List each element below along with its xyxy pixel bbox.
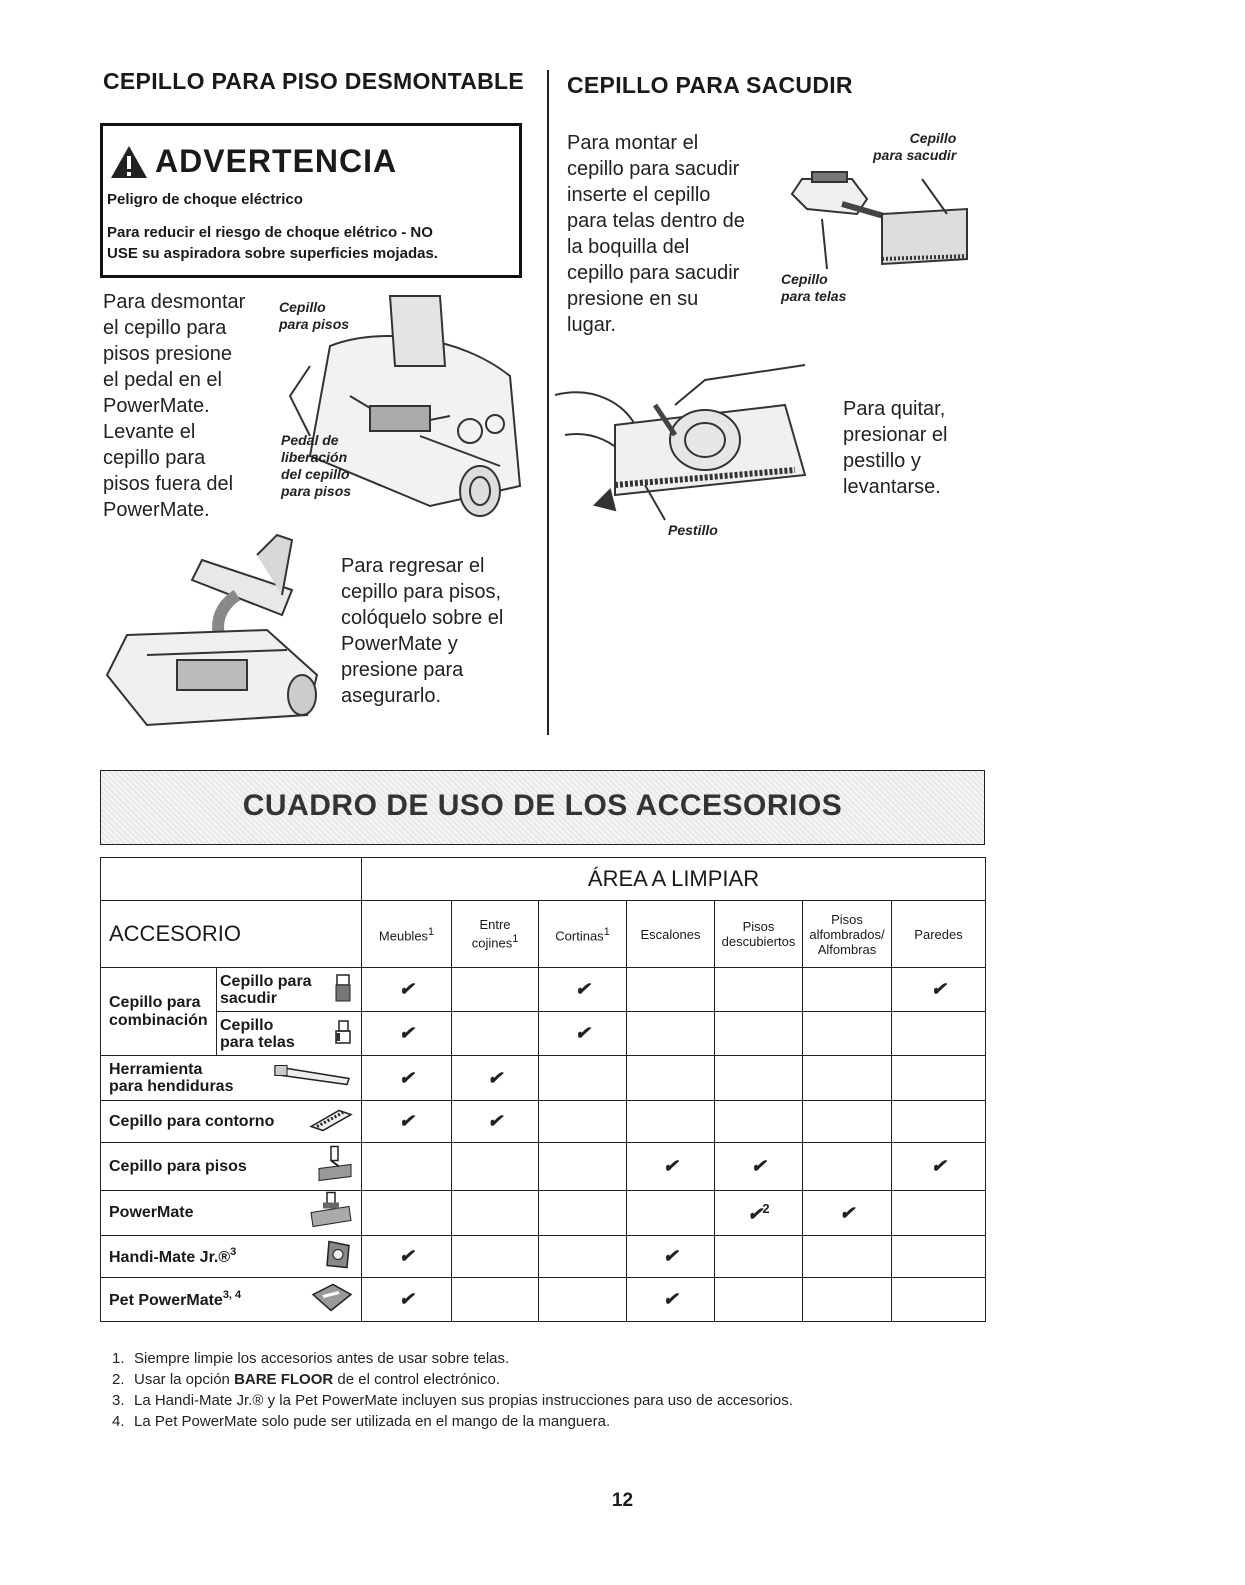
table-row bbox=[101, 1143, 986, 1191]
empty-cell bbox=[452, 1191, 539, 1236]
check-mark-icon: ✔ bbox=[750, 1156, 767, 1176]
check-mark-cell bbox=[803, 1191, 892, 1236]
footnote-number: 1. bbox=[112, 1350, 125, 1367]
check-mark-icon: ✔ bbox=[487, 1067, 503, 1088]
check-mark-cell bbox=[452, 1056, 539, 1101]
floor-brush-callout: Cepillo para pisos bbox=[279, 299, 350, 332]
page-number: 12 bbox=[611, 1490, 634, 1511]
empty-cell bbox=[892, 1012, 986, 1056]
footnote-item bbox=[112, 1390, 793, 1411]
footnote-number: 3. bbox=[112, 1392, 125, 1409]
check-mark-icon: ✔ bbox=[574, 1023, 591, 1043]
footnote-text: de el control electrónico. bbox=[333, 1371, 500, 1388]
empty-cell bbox=[627, 968, 715, 1012]
check-mark-icon: ✔ bbox=[662, 1156, 679, 1176]
check-footnote: 2 bbox=[762, 1201, 770, 1216]
check-mark-cell bbox=[362, 1101, 452, 1143]
footnote-text: La Pet PowerMate solo pude ser utilizada en el mango de la manguera. bbox=[134, 1413, 611, 1430]
empty-cell bbox=[362, 1143, 452, 1191]
check-mark-icon: ✔ bbox=[662, 1289, 679, 1309]
check-mark-cell bbox=[362, 1012, 452, 1056]
empty-cell bbox=[715, 1101, 803, 1143]
empty-cell bbox=[627, 1012, 715, 1056]
column-header-label: Escalones bbox=[640, 926, 701, 942]
accessory-name-cell bbox=[217, 1012, 362, 1056]
column-header bbox=[452, 901, 539, 968]
empty-cell bbox=[539, 1056, 627, 1101]
combo-brush-label: Cepillo para combinación bbox=[101, 968, 217, 1056]
check-mark-icon: ✔ bbox=[574, 979, 591, 999]
header-blank-cell bbox=[101, 858, 362, 901]
check-mark-cell bbox=[627, 1236, 715, 1278]
upholstery-brush-icon bbox=[333, 1019, 353, 1049]
footnote-text: Usar la opción bbox=[134, 1371, 235, 1388]
table-row bbox=[101, 968, 986, 1012]
footnote-text: Siempre limpie los accesorios antes de usar sobre telas. bbox=[134, 1350, 510, 1367]
empty-cell bbox=[452, 1278, 539, 1322]
empty-cell bbox=[892, 1101, 986, 1143]
accessory-name: Cepillo para contorno bbox=[109, 1112, 275, 1130]
column-header-label: Pisos descubiertos bbox=[721, 919, 796, 949]
latch-callout: Pestillo bbox=[668, 522, 718, 538]
empty-cell bbox=[803, 1012, 892, 1056]
column-header-label: Meubles bbox=[378, 928, 429, 944]
check-mark-icon: ✔ bbox=[662, 1246, 679, 1266]
check-mark-icon: ✔ bbox=[930, 1156, 947, 1176]
empty-cell bbox=[803, 1143, 892, 1191]
accessory-footnote: 3 bbox=[230, 1246, 237, 1259]
check-mark-icon: ✔ bbox=[747, 1204, 763, 1224]
empty-cell bbox=[627, 1191, 715, 1236]
warning-box bbox=[100, 123, 522, 278]
dusting-brush-icon bbox=[333, 973, 353, 1007]
chart-title-bar bbox=[100, 770, 985, 845]
footnote-text: La Handi-Mate Jr.® y la Pet PowerMate incluyen sus propias instrucciones para uso de accesorios. bbox=[134, 1392, 793, 1409]
column-header-label: Entre cojines bbox=[471, 917, 513, 951]
empty-cell bbox=[715, 1012, 803, 1056]
accessory-footnote: 3, 4 bbox=[222, 1289, 242, 1302]
footnote-item bbox=[112, 1369, 793, 1390]
area-header: ÁREA A LIMPIAR bbox=[362, 858, 986, 901]
empty-cell bbox=[452, 1143, 539, 1191]
empty-cell bbox=[892, 1278, 986, 1322]
empty-cell bbox=[452, 1236, 539, 1278]
empty-cell bbox=[892, 1236, 986, 1278]
accessory-name-cell bbox=[101, 1191, 362, 1236]
accessory-name: Cepillo para pisos bbox=[109, 1157, 247, 1175]
check-mark-icon: ✔ bbox=[839, 1202, 855, 1223]
accessory-name: Cepillo para telas bbox=[220, 1016, 295, 1051]
check-mark-cell bbox=[362, 1278, 452, 1322]
check-mark-icon: ✔ bbox=[930, 979, 947, 999]
empty-cell bbox=[715, 1056, 803, 1101]
column-header-footnote: 1 bbox=[603, 925, 610, 938]
warning-subtitle: Peligro de choque eléctrico bbox=[107, 191, 303, 208]
powermate-icon bbox=[309, 1191, 353, 1236]
column-header bbox=[539, 901, 627, 968]
check-mark-icon: ✔ bbox=[398, 1067, 415, 1088]
dusting-brush-callout: Cepillo para sacudir bbox=[873, 130, 957, 163]
empty-cell bbox=[539, 1143, 627, 1191]
accessory-name-cell bbox=[101, 1236, 362, 1278]
empty-cell bbox=[892, 1056, 986, 1101]
mount-dusting-brush-text: Para montar el cepillo para sacudir inserte el cepillo para telas dentro de la boquilla del cepillo para sacudir presione en su lugar. bbox=[567, 132, 745, 336]
dusting-brush-illustration bbox=[782, 164, 972, 284]
check-mark-cell bbox=[627, 1278, 715, 1322]
check-mark-icon: ✔ bbox=[398, 1289, 415, 1309]
empty-cell bbox=[627, 1101, 715, 1143]
table-row bbox=[101, 1191, 986, 1236]
upholstery-brush-callout: Cepillo para telas bbox=[781, 271, 847, 304]
check-mark-cell bbox=[627, 1143, 715, 1191]
table-row bbox=[101, 1236, 986, 1278]
empty-cell bbox=[539, 1278, 627, 1322]
floor-brush-heading: CEPILLO PARA PISO DESMONTABLE bbox=[103, 68, 525, 94]
return-floor-brush-text: Para regresar el cepillo para pisos, colóquelo sobre el PowerMate y presione para asegurarlo. bbox=[341, 555, 504, 707]
floor-brush-return-illustration bbox=[107, 535, 332, 735]
footnote-item bbox=[112, 1348, 793, 1369]
empty-cell bbox=[452, 968, 539, 1012]
handi-mate-icon bbox=[323, 1237, 353, 1276]
check-mark-cell bbox=[362, 968, 452, 1012]
remove-dusting-brush-text: Para quitar, presionar el pestillo y levantarse. bbox=[843, 398, 948, 498]
empty-cell bbox=[803, 968, 892, 1012]
remove-floor-brush-text: Para desmontar el cepillo para pisos presione el pedal en el PowerMate. Levante el cepillo para pisos fuera del PowerMate. bbox=[103, 291, 246, 521]
table-row bbox=[101, 1012, 986, 1056]
footnote-number: 4. bbox=[112, 1413, 125, 1430]
check-mark-icon: ✔ bbox=[398, 979, 415, 999]
check-mark-cell bbox=[715, 1191, 803, 1236]
accessory-name: Cepillo para sacudir bbox=[220, 972, 312, 1007]
empty-cell bbox=[539, 1101, 627, 1143]
warning-title-row bbox=[109, 143, 397, 180]
check-mark-cell bbox=[452, 1101, 539, 1143]
accessory-name: Herramienta para hendiduras bbox=[109, 1060, 234, 1095]
column-header-label: Paredes bbox=[914, 926, 963, 942]
column-header bbox=[803, 901, 892, 968]
warning-title: ADVERTENCIA bbox=[155, 143, 398, 179]
column-header bbox=[715, 901, 803, 968]
footnote-bold-text: BARE FLOOR bbox=[234, 1371, 334, 1388]
empty-cell bbox=[803, 1236, 892, 1278]
column-header-footnote: 1 bbox=[512, 933, 519, 946]
empty-cell bbox=[892, 1191, 986, 1236]
footnote-number: 2. bbox=[112, 1371, 125, 1388]
pet-powermate-icon bbox=[309, 1282, 353, 1317]
empty-cell bbox=[715, 1278, 803, 1322]
contour-brush-icon bbox=[309, 1106, 353, 1137]
accessory-name-cell bbox=[217, 968, 362, 1012]
latch-removal-illustration bbox=[555, 345, 825, 530]
footnotes bbox=[112, 1348, 793, 1432]
warning-body: Para reducir el riesgo de choque elétrico - NO USE su aspiradora sobre superficies mojadas. bbox=[107, 224, 438, 262]
accessory-name: Pet PowerMate bbox=[109, 1291, 223, 1309]
table-row bbox=[101, 1278, 986, 1322]
footnote-item bbox=[112, 1411, 793, 1432]
accessory-name-cell bbox=[101, 1278, 362, 1322]
accessory-name: PowerMate bbox=[109, 1204, 194, 1221]
accessory-name-cell bbox=[101, 1056, 362, 1101]
dusting-brush-heading: CEPILLO PARA SACUDIR bbox=[567, 72, 853, 98]
empty-cell bbox=[715, 968, 803, 1012]
check-mark-icon: ✔ bbox=[398, 1246, 415, 1266]
table-row bbox=[101, 1101, 986, 1143]
check-mark-icon: ✔ bbox=[398, 1023, 415, 1043]
empty-cell bbox=[539, 1191, 627, 1236]
check-mark-cell bbox=[715, 1143, 803, 1191]
column-header-label: Pisos alfombrados/ Alfombras bbox=[809, 911, 885, 957]
check-mark-cell bbox=[539, 1012, 627, 1056]
check-mark-cell bbox=[892, 968, 986, 1012]
empty-cell bbox=[452, 1012, 539, 1056]
check-mark-cell bbox=[362, 1236, 452, 1278]
empty-cell bbox=[362, 1191, 452, 1236]
check-mark-cell bbox=[539, 968, 627, 1012]
check-mark-cell bbox=[892, 1143, 986, 1191]
check-mark-icon: ✔ bbox=[487, 1111, 503, 1131]
crevice-tool-icon bbox=[273, 1063, 353, 1094]
accessory-name-cell bbox=[101, 1143, 362, 1191]
column-divider bbox=[547, 70, 549, 735]
accessory-name: Handi-Mate Jr.® bbox=[109, 1248, 231, 1266]
column-header-label: Cortinas bbox=[555, 928, 604, 944]
check-mark-cell bbox=[362, 1056, 452, 1101]
empty-cell bbox=[627, 1056, 715, 1101]
empty-cell bbox=[803, 1278, 892, 1322]
warning-triangle-icon bbox=[109, 144, 149, 180]
column-header bbox=[362, 901, 452, 968]
accessory-usage-table bbox=[100, 857, 986, 1322]
column-header bbox=[627, 901, 715, 968]
empty-cell bbox=[715, 1236, 803, 1278]
check-mark-icon: ✔ bbox=[398, 1111, 415, 1131]
accessory-name-cell bbox=[101, 1101, 362, 1143]
column-header bbox=[892, 901, 986, 968]
empty-cell bbox=[539, 1236, 627, 1278]
empty-cell bbox=[803, 1101, 892, 1143]
empty-cell bbox=[803, 1056, 892, 1101]
floor-brush-icon bbox=[317, 1144, 353, 1189]
column-header-footnote: 1 bbox=[428, 925, 435, 938]
table-row bbox=[101, 1056, 986, 1101]
accessory-header: ACCESORIO bbox=[101, 901, 362, 968]
release-pedal-callout: Pedal de liberación del cepillo para pisos bbox=[281, 432, 352, 499]
chart-title: CUADRO DE USO DE LOS ACCESORIOS bbox=[242, 789, 843, 822]
